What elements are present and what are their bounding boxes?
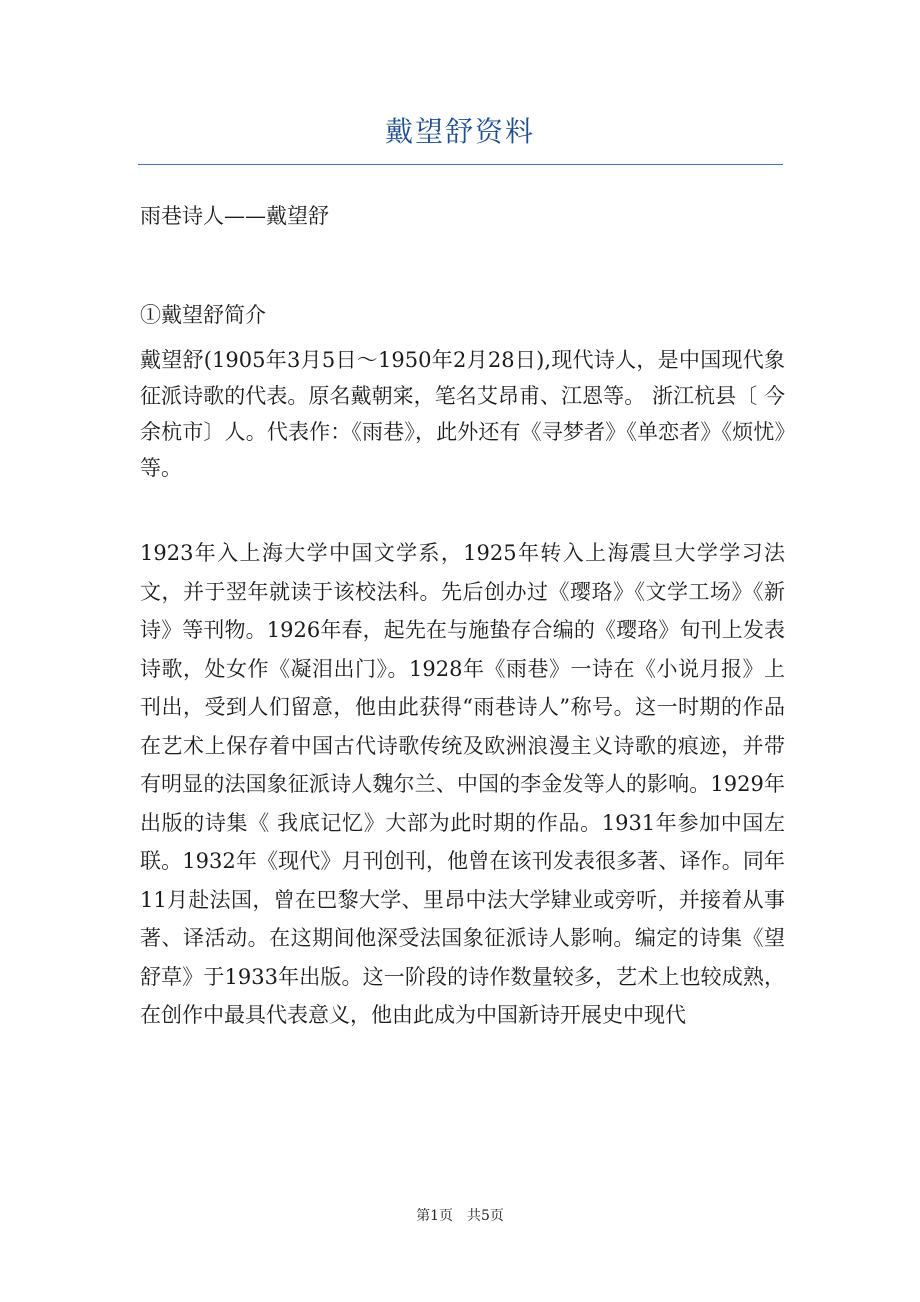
paragraph-intro	[140, 342, 785, 486]
page-number-current: 第1页	[416, 1208, 453, 1224]
page-footer	[0, 1206, 920, 1226]
document-subtitle: 雨巷诗人——戴望舒	[140, 204, 329, 228]
paragraph-biography	[140, 534, 785, 1035]
paragraph-biography-text: 1923年入上海大学中国文学系，1925年转入上海震旦大学学习法文，并于翌年就读于该校法科。先后创办过《璎珞》《文学工场》《新诗》等刊物。1926年春，起先在与施蛰存合编的《璎珞》旬刊上发表诗歌，处女作《凝泪出门》。1928年《雨巷》一诗在《小说月报》上刊出，受到人们留意，他由此获得“雨巷诗人”称号。这一时期的作品在艺术上保存着中国古代诗歌传统及欧洲浪漫主义诗歌的痕迹，并带有明显的法国象征派诗人魏尔兰、中国的李金发等人的影响。1929年出版的诗集《 我底记忆》大部为此时期的作品。1931年参加中国左联。1932年《现代》月刊创刊，他曾在该刊发表很多著、译作。同年11月赴法国，曾在巴黎大学、里昂中法大学肄业或旁听，并接着从事著、译活动。在这期间他深受法国象征派诗人影响。编定的诗集《望舒草》于1933年出版。这一阶段的诗作数量较多，艺术上也较成熟，在创作中最具代表意义，他由此成为中国新诗开展史中现代	[140, 541, 785, 1027]
page-number-total: 共5页	[467, 1208, 504, 1224]
document-title: 戴望舒资料	[384, 115, 535, 148]
section-heading: ①戴望舒简介	[140, 303, 266, 327]
title-divider	[138, 164, 783, 165]
paragraph-intro-text: 戴望舒(1905年3月5日～1950年2月28日),现代诗人，是中国现代象征派诗歌的代表。原名戴朝宷，笔名艾昂甫、江恩等。 浙江杭县〔 今余杭市〕人。代表作：《雨巷》，此外还有《寻梦者》《单恋者》《烦忧》等。	[140, 348, 785, 480]
